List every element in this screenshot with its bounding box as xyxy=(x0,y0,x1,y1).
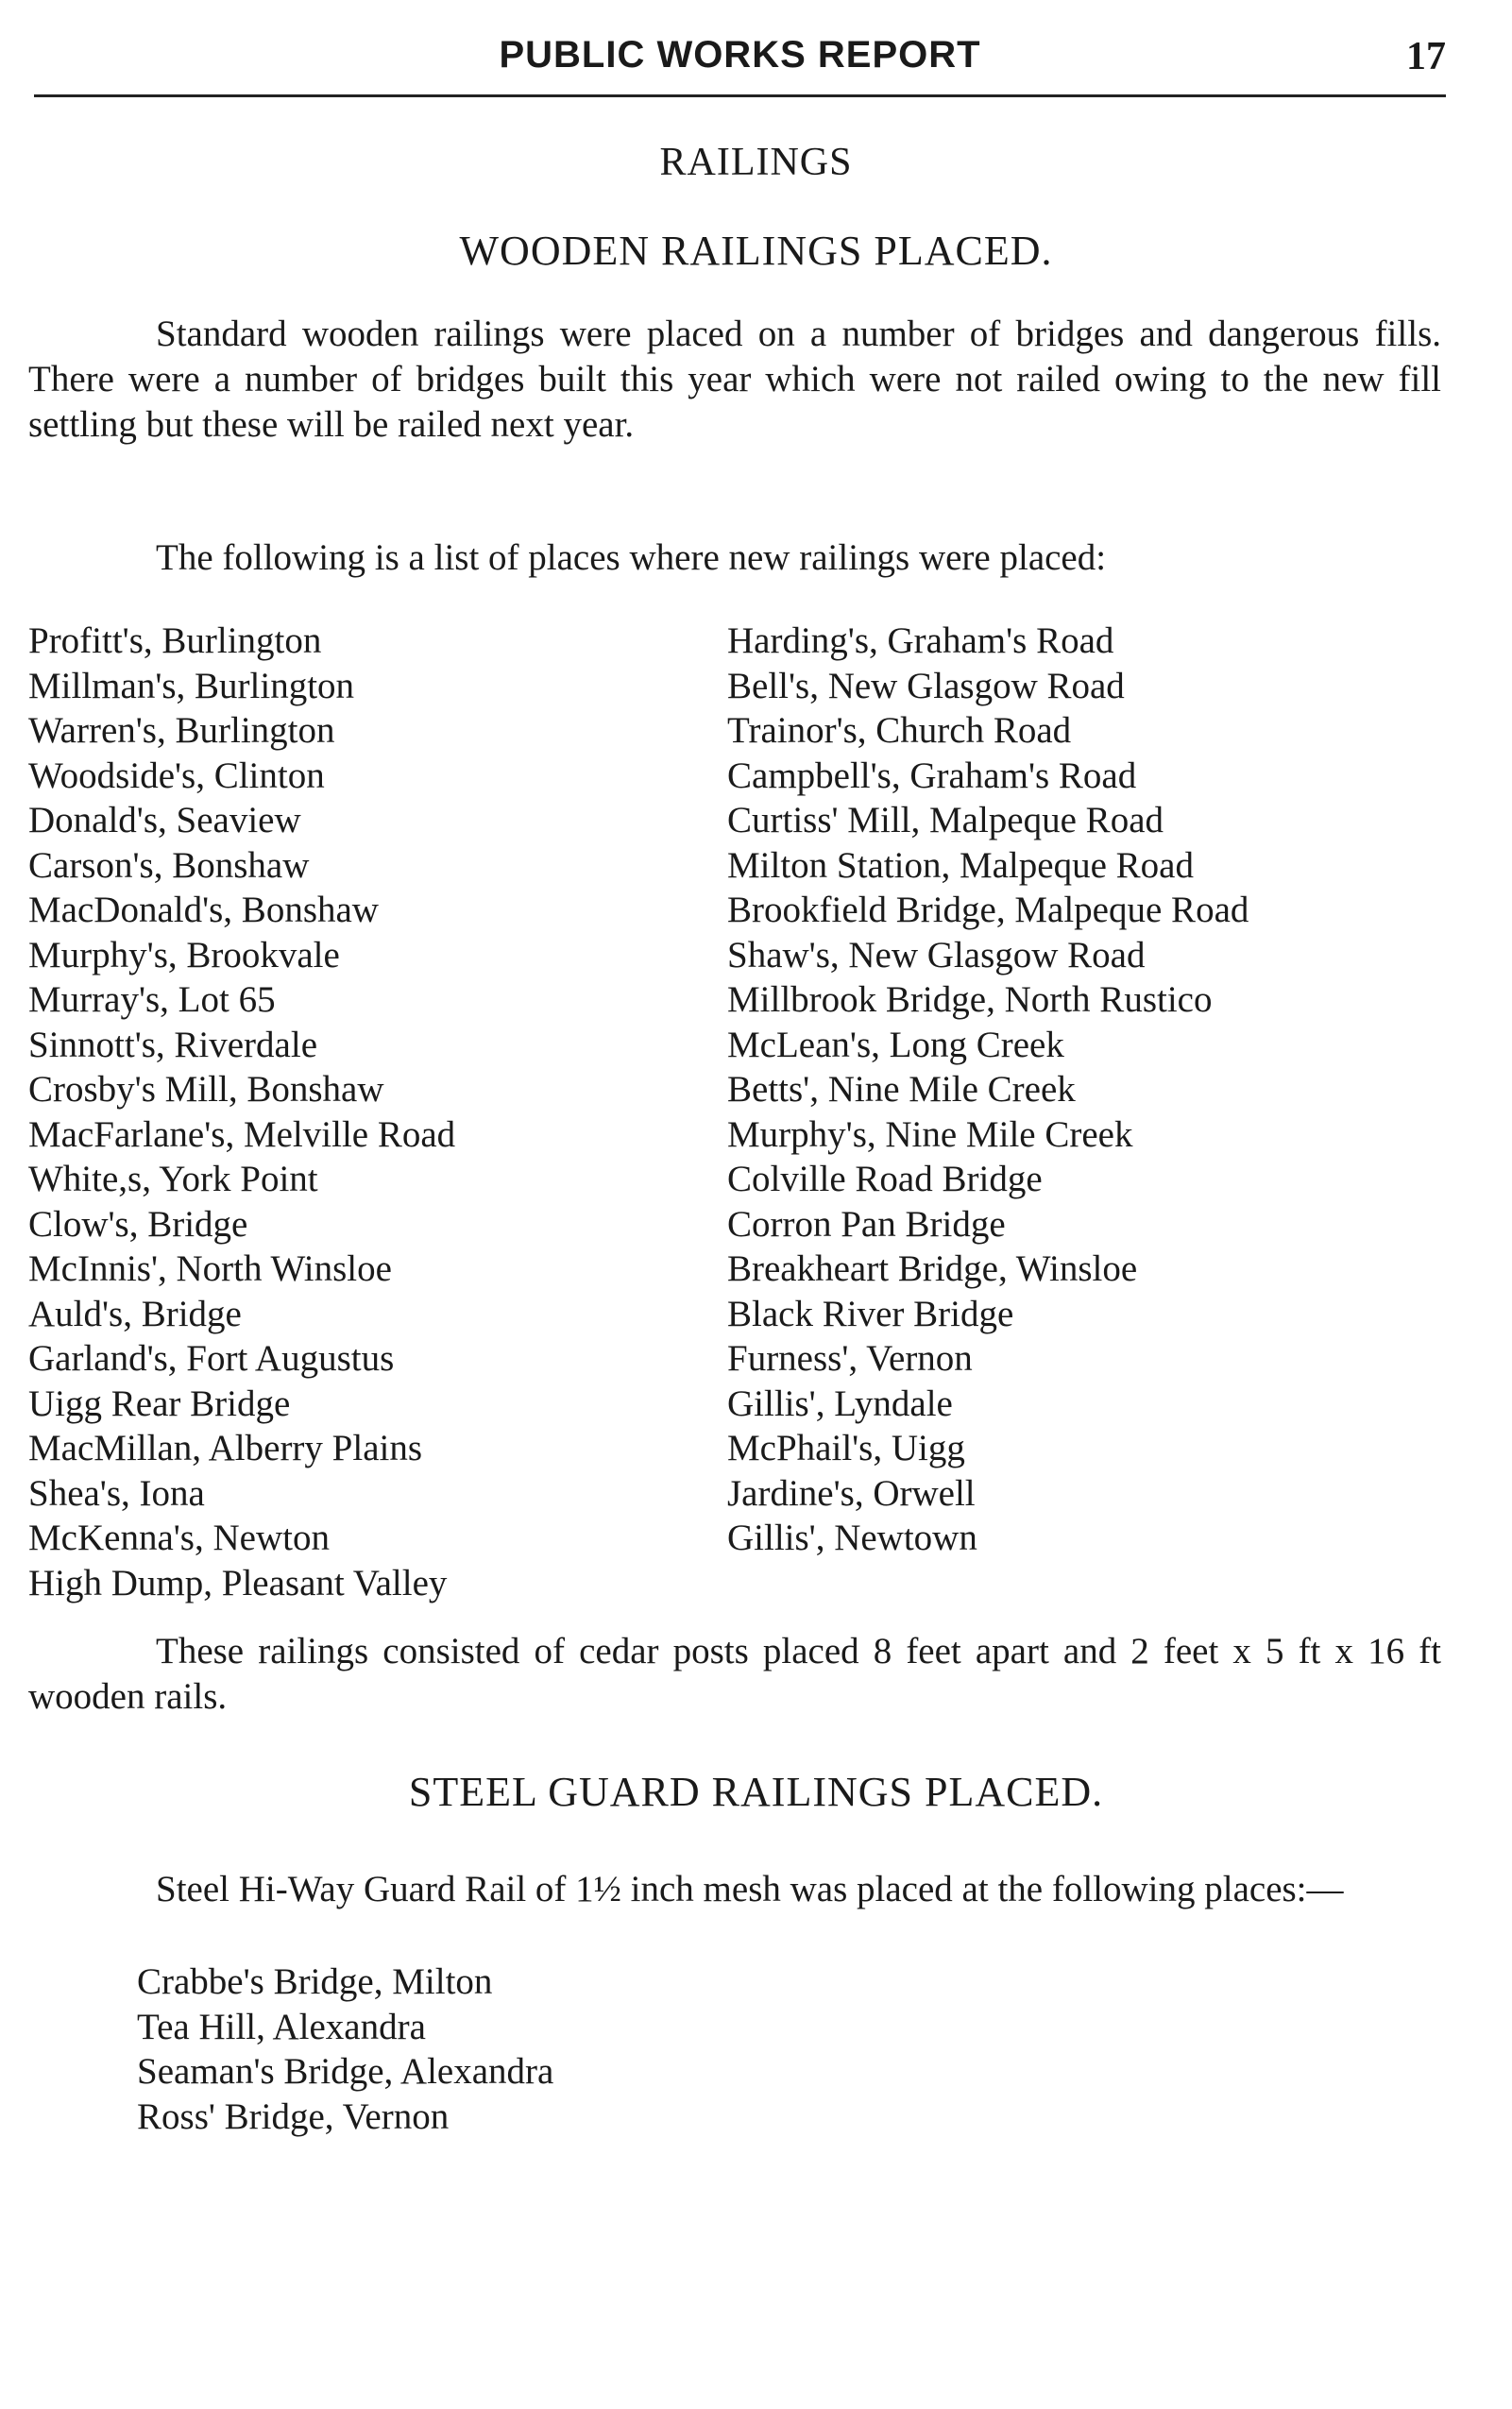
wooden-place-item: High Dump, Pleasant Valley xyxy=(28,1562,448,1603)
wooden-place-item: Murphy's, Brookvale xyxy=(28,934,340,975)
wooden-place-item: Campbell's, Graham's Road xyxy=(727,755,1137,796)
wooden-place-item: Trainor's, Church Road xyxy=(727,710,1072,751)
wooden-place-item: Carson's, Bonshaw xyxy=(28,844,310,886)
wooden-place-item: Milton Station, Malpeque Road xyxy=(727,844,1194,886)
wooden-place-item: Gillis', Newtown xyxy=(727,1518,977,1558)
wooden-place-item: Bell's, New Glasgow Road xyxy=(727,665,1125,706)
steel-place-item: Ross' Bridge, Vernon xyxy=(137,2095,450,2137)
section-title: RAILINGS xyxy=(659,141,853,184)
running-title: PUBLIC WORKS REPORT xyxy=(499,34,981,76)
wooden-place-item: MacMillan, Alberry Plains xyxy=(28,1428,423,1468)
wooden-place-item: White,s, York Point xyxy=(28,1159,318,1199)
running-header xyxy=(34,34,1446,97)
wooden-place-item: Woodside's, Clinton xyxy=(28,755,325,796)
wooden-closing-paragraph: These railings consisted of cedar posts placed 8 feet apart and 2 feet x 5 ft x 16 ft wooden rails. xyxy=(28,1631,1441,1717)
wooden-place-item: Sinnott's, Riverdale xyxy=(28,1024,318,1065)
wooden-place-item: Garland's, Fort Augustus xyxy=(28,1338,395,1379)
wooden-place-item: Clow's, Bridge xyxy=(28,1203,248,1245)
wooden-place-item: Warren's, Burlington xyxy=(28,710,335,751)
page-number: 17 xyxy=(1406,35,1446,78)
steel-place-item: Seaman's Bridge, Alexandra xyxy=(137,2051,554,2092)
wooden-places-left-column xyxy=(28,619,455,1605)
wooden-places-right-column xyxy=(727,619,1249,1561)
wooden-place-item: Jardine's, Orwell xyxy=(727,1472,976,1514)
wooden-place-item: Black River Bridge xyxy=(727,1293,1014,1334)
steel-railings-heading: STEEL GUARD RAILINGS PLACED. xyxy=(408,1769,1104,1815)
wooden-place-item: McInnis', North Winsloe xyxy=(28,1248,392,1289)
wooden-place-item: Corron Pan Bridge xyxy=(727,1203,1006,1245)
wooden-place-item: Betts', Nine Mile Creek xyxy=(727,1069,1076,1110)
wooden-place-item: Curtiss' Mill, Malpeque Road xyxy=(727,800,1164,840)
wooden-place-item: MacDonald's, Bonshaw xyxy=(28,890,379,930)
wooden-railings-heading: WOODEN RAILINGS PLACED. xyxy=(459,228,1053,274)
wooden-place-item: Uigg Rear Bridge xyxy=(28,1383,291,1424)
wooden-place-item: Shea's, Iona xyxy=(28,1472,205,1514)
wooden-place-item: Breakheart Bridge, Winsloe xyxy=(727,1248,1138,1289)
wooden-place-item: Murphy's, Nine Mile Creek xyxy=(727,1113,1133,1155)
wooden-place-item: MacFarlane's, Melville Road xyxy=(28,1113,456,1155)
wooden-place-item: Brookfield Bridge, Malpeque Road xyxy=(727,890,1249,930)
wooden-place-item: Auld's, Bridge xyxy=(28,1293,242,1334)
steel-places-list xyxy=(137,1959,553,2139)
wooden-place-item: McKenna's, Newton xyxy=(28,1518,330,1558)
wooden-place-item: McLean's, Long Creek xyxy=(727,1024,1064,1065)
wooden-place-item: Profitt's, Burlington xyxy=(28,620,322,661)
wooden-place-item: Millman's, Burlington xyxy=(28,665,355,706)
steel-intro-paragraph: Steel Hi-Way Guard Rail of 1½ inch mesh was placed at the following places:— xyxy=(156,1869,1344,1909)
wooden-place-item: Millbrook Bridge, North Rustico xyxy=(727,979,1213,1020)
steel-place-item: Tea Hill, Alexandra xyxy=(137,2006,426,2047)
wooden-place-item: Colville Road Bridge xyxy=(727,1159,1043,1199)
wooden-list-intro: The following is a list of places where new railings were placed: xyxy=(156,537,1107,578)
wooden-place-item: Donald's, Seaview xyxy=(28,800,301,840)
wooden-intro-paragraph: Standard wooden railings were placed on a number of bridges and dangerous fills. There were a number of bridges built this year which were not railed owing to the new fill settling but these will be railed next year. xyxy=(28,314,1441,445)
wooden-place-item: Shaw's, New Glasgow Road xyxy=(727,934,1146,975)
wooden-place-item: Harding's, Graham's Road xyxy=(727,620,1114,661)
steel-place-item: Crabbe's Bridge, Milton xyxy=(137,1961,493,2002)
wooden-place-item: Gillis', Lyndale xyxy=(727,1383,953,1424)
wooden-place-item: McPhail's, Uigg xyxy=(727,1428,965,1468)
wooden-place-item: Crosby's Mill, Bonshaw xyxy=(28,1069,384,1110)
wooden-place-item: Murray's, Lot 65 xyxy=(28,979,276,1020)
wooden-place-item: Furness', Vernon xyxy=(727,1338,973,1379)
